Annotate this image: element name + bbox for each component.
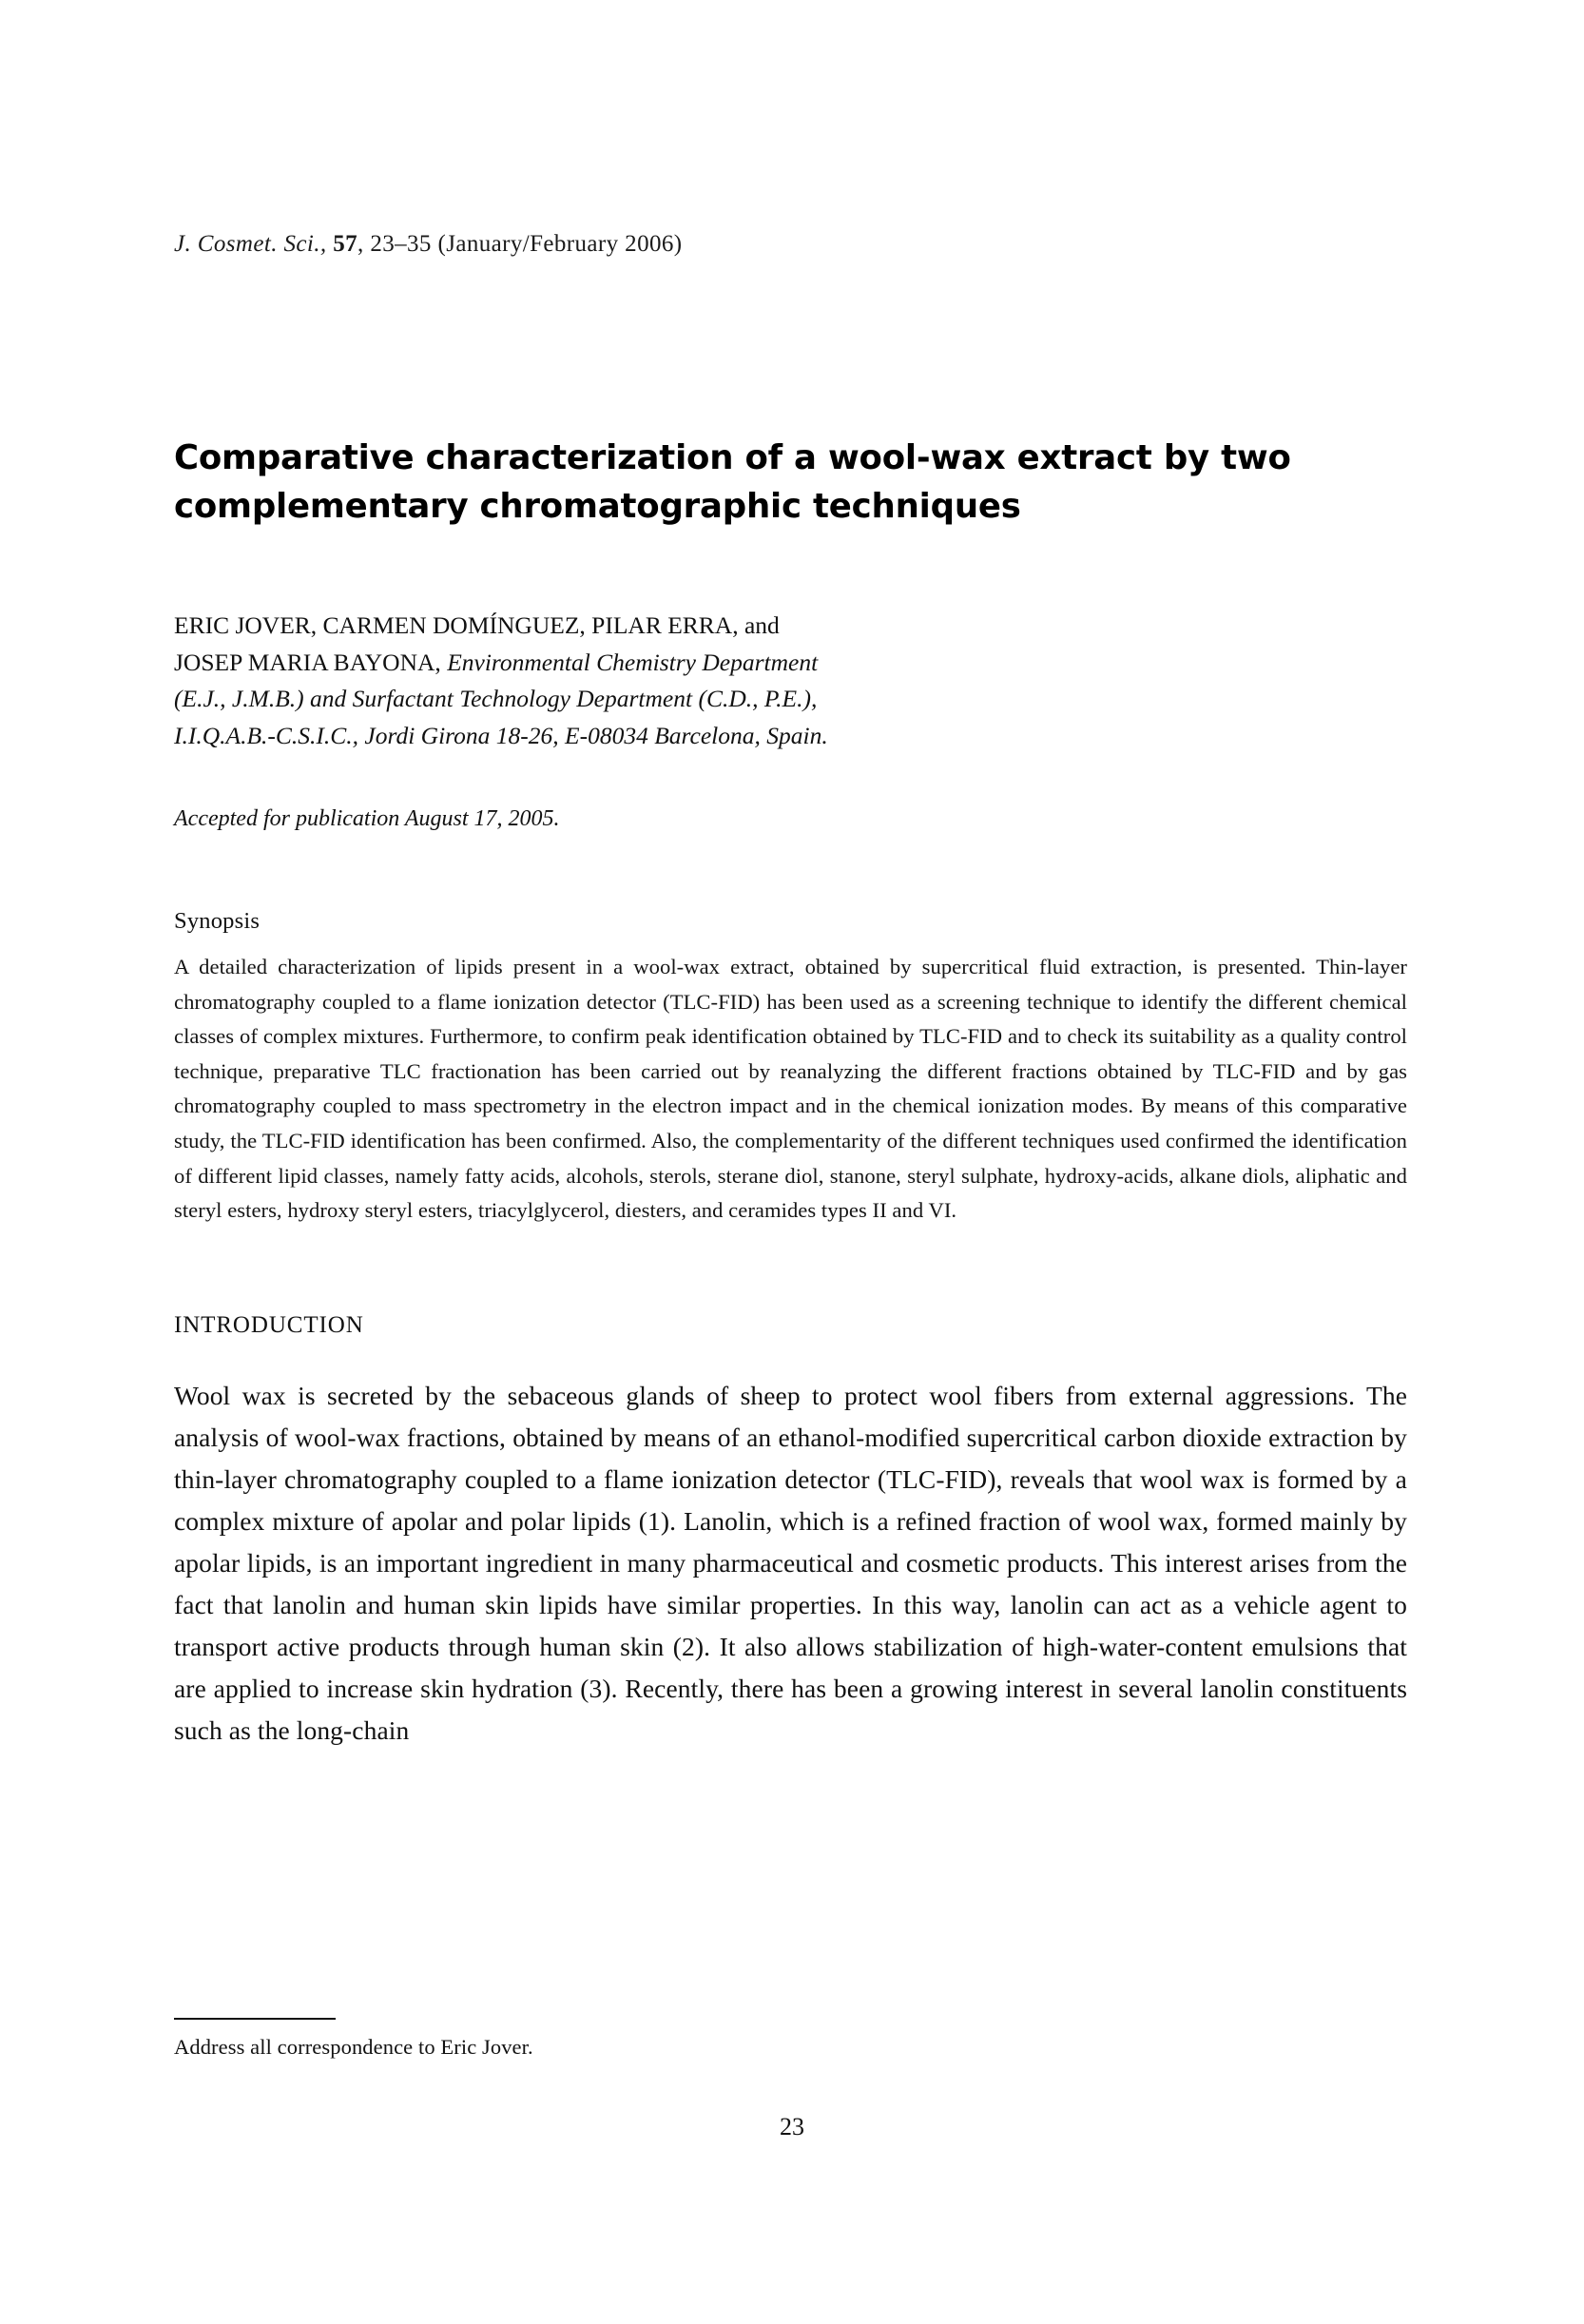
footnote-correspondence: Address all correspondence to Eric Jover. bbox=[174, 2035, 533, 2059]
introduction-body: Wool wax is secreted by the sebaceous glands of sheep to protect wool fibers from external aggressions. The analysis of wool-wax fractions, obtained by means of an ethanol-modified supercritical carbon dioxide extraction by thin-layer chromatography coupled to a flame ionization detector (TLC-FID), reveals that wool wax is formed by a complex mixture of apolar and polar lipids (1). Lanolin, which is a refined fraction of wool wax, formed mainly by apolar lipids, is an important ingredient in many pharmaceutical and cosmetic products. This interest arises from the fact that lanolin and human skin lipids have similar properties. In this way, lanolin can act as a vehicle agent to transport active products through human skin (2). It also allows stabilization of high-water-content emulsions that are applied to increase skin hydration (3). Recently, there has been a growing interest in several lanolin constituents such as the long-chain bbox=[174, 1380, 1407, 1745]
affiliation-line-3: (E.J., J.M.B.) and Surfactant Technology Department (C.D., P.E.), bbox=[174, 685, 818, 713]
affiliation-line-4: I.I.Q.A.B.-C.S.I.C., Jordi Girona 18-26, E-08034 Barcelona, Spain. bbox=[174, 722, 828, 750]
journal-title: J. Cosmet. Sci., bbox=[174, 231, 327, 257]
section-heading-introduction: INTRODUCTION bbox=[174, 1311, 364, 1338]
synopsis-body: A detailed characterization of lipids present in a wool-wax extract, obtained by supercritical fluid extraction, is presented. Thin-layer chromatography coupled to a flame ionization detector (TLC-FID) has been used as a screening technique to identify the different chemical classes of complex mixtures. Furthermore, to confirm peak identification obtained by TLC-FID and to check its suitability as a quality control technique, preparative TLC fractionation has been carried out by reanalyzing the different fractions obtained by TLC-FID and by gas chromatography coupled to mass spectrometry in the electron impact and in the chemical ionization modes. By means of this comparative study, the TLC-FID identification has been confirmed. Also, the complementarity of the different techniques used confirmed the identification of different lipid classes, namely fatty acids, alcohols, sterols, sterane diol, stanone, steryl sulphate, hydroxy-acids, alkane diols, aliphatic and steryl esters, hydroxy steryl esters, triacylglycerol, diesters, and ceramides types II and VI. bbox=[174, 954, 1407, 1223]
affiliation-inline: Environmental Chemistry Department bbox=[447, 648, 819, 676]
author-names-2: JOSEP MARIA BAYONA, bbox=[174, 648, 448, 676]
page-title: Comparative characterization of a wool-wax extract by two complementary chromatographic techniques bbox=[174, 438, 1291, 527]
author-line-1: ERIC JOVER, CARMEN DOMÍNGUEZ, PILAR ERRA, and bbox=[174, 610, 780, 639]
journal-volume: 57 bbox=[333, 231, 358, 257]
footnote-divider bbox=[174, 2018, 336, 2020]
accepted-date: Accepted for publication August 17, 2005. bbox=[174, 805, 560, 831]
journal-citation-line bbox=[174, 231, 1410, 258]
author-line-2 bbox=[174, 645, 1410, 682]
page-number: 23 bbox=[780, 2113, 804, 2140]
author-block bbox=[174, 608, 1410, 755]
synopsis-heading: Synopsis bbox=[174, 907, 261, 934]
page-content bbox=[174, 0, 1410, 1752]
journal-pages-date: , 23–35 (January/February 2006) bbox=[357, 231, 683, 257]
